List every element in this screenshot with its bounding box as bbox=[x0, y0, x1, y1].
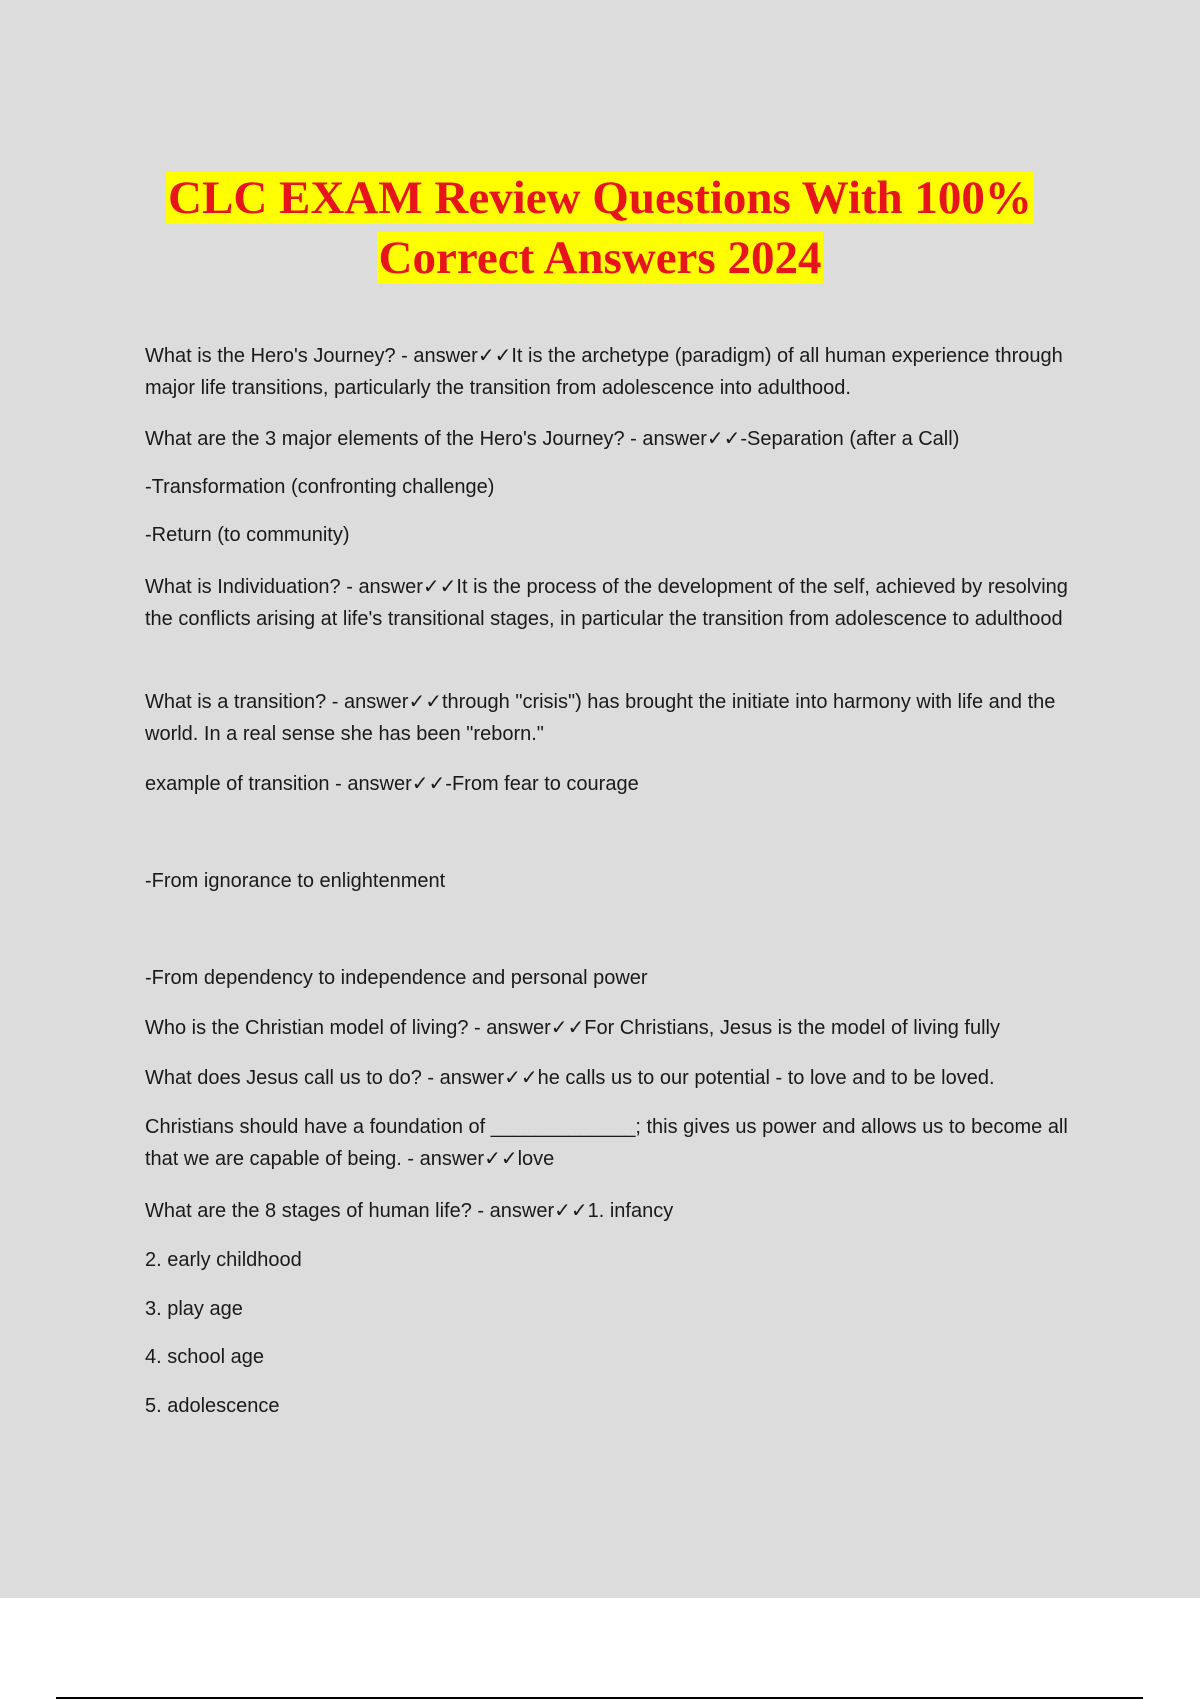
paragraph-individuation: What is Individuation? - answer✓✓It is the process of the development of the self, achieved by resolving the conflicts arising at life's transitional stages, in particular the transition from adolescence to adulthood bbox=[145, 576, 1068, 630]
title-line-1: CLC EXAM Review Questions With 100% bbox=[168, 172, 1032, 224]
list-item-adolescence: 5. adolescence bbox=[145, 1395, 280, 1417]
list-item-early-childhood: 2. early childhood bbox=[145, 1249, 302, 1271]
footer-divider bbox=[56, 1697, 1143, 1699]
list-item-play-age: 3. play age bbox=[145, 1298, 243, 1320]
document-title bbox=[0, 168, 1200, 288]
paragraph-transition: What is a transition? - answer✓✓through "crisis") has brought the initiate into harmony with life and the world. In a real sense she has been "reborn." bbox=[145, 691, 1056, 745]
paragraph-return: -Return (to community) bbox=[145, 524, 350, 546]
paragraph-eight-stages: What are the 8 stages of human life? - answer✓✓1. infancy bbox=[145, 1200, 674, 1222]
paragraph-ignorance: -From ignorance to enlightenment bbox=[145, 870, 446, 892]
paragraph-example-transition: example of transition - answer✓✓-From fear to courage bbox=[145, 773, 639, 795]
paragraph-christian-model: Who is the Christian model of living? - answer✓✓For Christians, Jesus is the model of living fully bbox=[145, 1017, 1000, 1039]
list-item-school-age: 4. school age bbox=[145, 1346, 264, 1368]
paragraph-dependency: -From dependency to independence and personal power bbox=[145, 967, 648, 989]
paragraph-jesus-call: What does Jesus call us to do? - answer✓✓he calls us to our potential - to love and to be loved. bbox=[145, 1067, 995, 1089]
paragraph-foundation: Christians should have a foundation of _____________; this gives us power and allows us to become all that we are capable of being. - answer✓✓love bbox=[145, 1116, 1068, 1170]
title-line-2: Correct Answers 2024 bbox=[378, 232, 822, 284]
paragraph-transformation: -Transformation (confronting challenge) bbox=[145, 476, 495, 498]
paragraph-three-elements: What are the 3 major elements of the Hero's Journey? - answer✓✓-Separation (after a Call) bbox=[145, 428, 960, 450]
paragraph-heros-journey: What is the Hero's Journey? - answer✓✓It is the archetype (paradigm) of all human experience through major life transitions, particularly the transition from adolescence into adulthood. bbox=[145, 345, 1063, 399]
